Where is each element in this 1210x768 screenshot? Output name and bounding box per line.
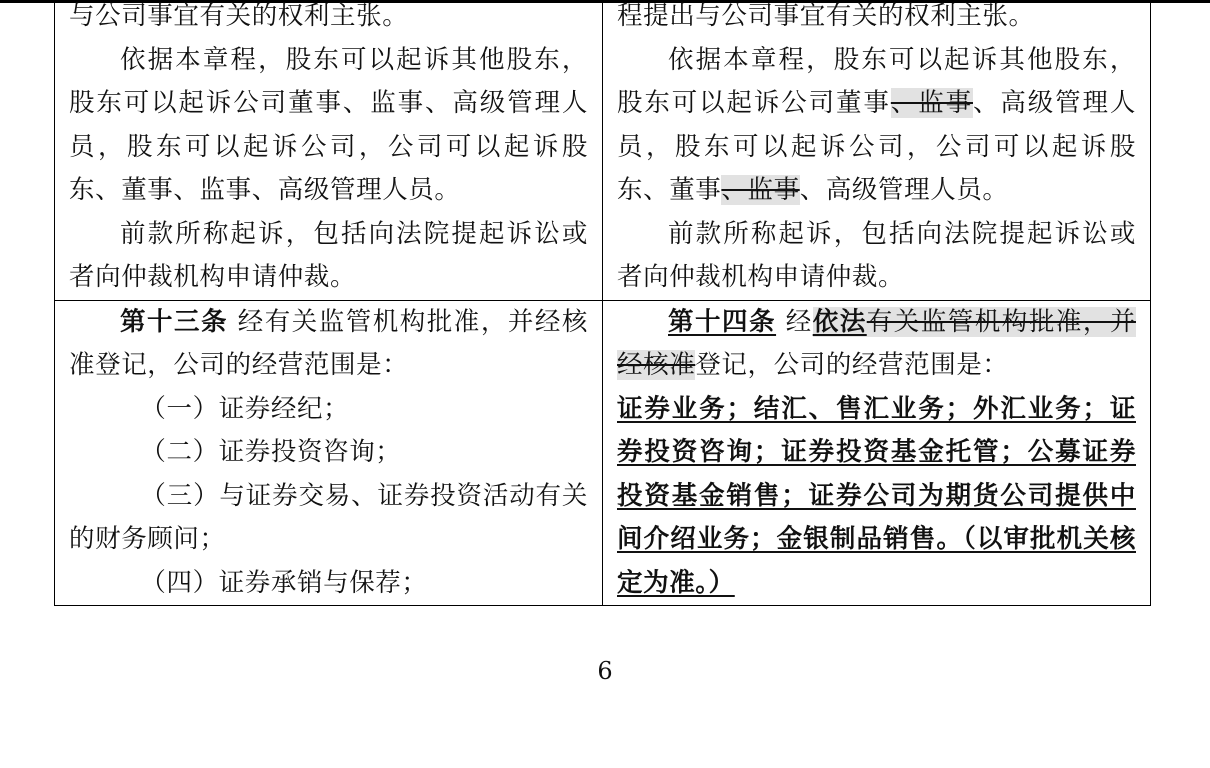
text-run: 、高级管理人员，股东可以起诉公司，公司可以起诉股东、董事 xyxy=(617,88,1136,205)
paragraph: 程提出与公司事宜有关的权利主张。 xyxy=(617,1,1035,31)
article-paragraph-revised xyxy=(617,301,1136,388)
article-title: 第十四条 xyxy=(668,306,777,337)
inserted-text: 证券业务；结汇、售汇业务；外汇业务；证券投资咨询；证券投资基金托管；公募证券投资基金销售；证券公司为期货公司提供中间介绍业务；金银制品销售。（以审批机关核定为准。） xyxy=(617,393,1136,598)
text-run: 登记，公司的经营范围是： xyxy=(695,350,1009,380)
text-run: 依据本章程，股东可以起诉其他股东，股东可以起诉公司董事 xyxy=(617,44,1136,118)
paragraph: 前款所称起诉，包括向法院提起诉讼或者向仲裁机构申请仲裁。 xyxy=(69,218,588,292)
list-item: （四）证券承销与保荐； xyxy=(140,567,428,598)
right-cell-row1 xyxy=(603,1,1151,301)
deleted-text: 、监事 xyxy=(890,88,973,118)
list-item: （三）与证券交易、证券投资活动有关的财务顾问； xyxy=(69,480,588,554)
article-title: 第十三条 xyxy=(120,306,229,337)
deleted-text: 有关监管机构批准，并经核准 xyxy=(617,306,1136,380)
comparison-table xyxy=(54,0,1151,606)
paragraph: 依据本章程，股东可以起诉其他股东，股东可以起诉公司董事、监事、高级管理人员，股东可以起诉公司，公司可以起诉股东、董事、监事、高级管理人员。 xyxy=(69,44,588,205)
paragraph: 前款所称起诉，包括向法院提起诉讼或者向仲裁机构申请仲裁。 xyxy=(617,218,1136,292)
text-run: 经 xyxy=(785,306,813,337)
list-item: （一）证券经纪； xyxy=(140,393,350,424)
right-cell-row2 xyxy=(603,300,1151,606)
article-text: 经有关监管机构批准，并经核准登记，公司的经营范围是： xyxy=(69,306,588,380)
deleted-text: 、监事 xyxy=(721,175,800,205)
page-number: 6 xyxy=(597,657,613,685)
list-item: （二）证券投资咨询； xyxy=(140,437,402,467)
table-row xyxy=(55,1,1151,301)
business-scope-paragraph xyxy=(617,388,1136,606)
paragraph-with-deletions xyxy=(617,39,1136,213)
table-row xyxy=(55,300,1151,606)
inserted-text: 依法 xyxy=(812,306,867,337)
article-paragraph xyxy=(69,301,588,388)
paragraph: 与公司事宜有关的权利主张。 xyxy=(69,1,409,31)
left-cell-row2 xyxy=(55,300,603,606)
text-run: 、高级管理人员。 xyxy=(799,175,1009,205)
left-cell-row1 xyxy=(55,1,603,301)
